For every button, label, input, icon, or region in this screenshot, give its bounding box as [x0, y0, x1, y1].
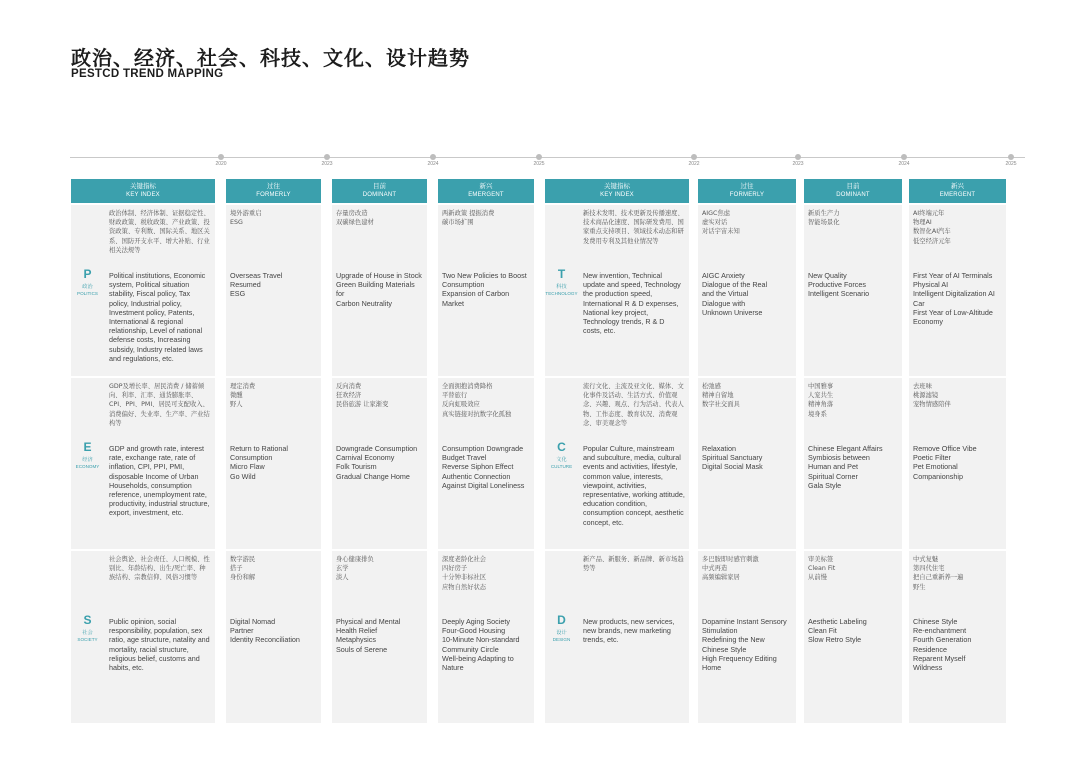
dimension-name-cn: 经济	[82, 457, 93, 463]
timeline-tick	[795, 154, 801, 160]
dimension-name-cn: 社会	[82, 630, 93, 636]
cell-text-cn: 反向消费 狂欢经济 民俗旅游 让家渐变	[336, 383, 389, 409]
timeline-tick	[691, 154, 697, 160]
cell-key	[579, 205, 689, 376]
cell-key	[579, 551, 689, 723]
dimension-name-cn: 科技	[556, 284, 567, 290]
cell-text-cn: 中式复魅 第四代住宅 把自己重新养一遍 野生	[913, 556, 964, 591]
timeline-tick	[536, 154, 542, 160]
cell-text-cn: 中国雅事 人宠共生 精神角落 境身系	[808, 383, 834, 418]
column-header-dominant	[332, 179, 427, 203]
timeline-year: 2024	[427, 161, 439, 167]
page-subtitle: PESTCD TREND MAPPING	[71, 68, 224, 80]
column-header-cn: 过往	[740, 182, 754, 190]
cell-text-cn: 审美标签 Clean Fit 从前慢	[808, 556, 836, 582]
cell-text-cn: 流行文化、主流及亚文化、媒体、文化事件及活动、生活方式、价值观念、兴趣、观点、行为活动、代表人物、工作态度、教育状况、消费观念、审美观念等	[583, 383, 684, 427]
cell-key	[105, 551, 215, 723]
column-header-cn: 关键指标	[604, 182, 630, 190]
cell-text-en: Consumption Downgrade Budget Travel Reverse Siphon Effect Authentic Connection Against Digital Loneliness	[442, 444, 525, 490]
cell-key	[579, 378, 689, 549]
column-header-cn: 目前	[846, 182, 860, 190]
cell-text-en: Return to Rational Consumption Micro Flaw Go Wild	[230, 444, 288, 481]
cell-dominant	[332, 378, 427, 549]
column-header-en: KEY INDEX	[126, 192, 160, 198]
cell-emergent	[438, 205, 534, 376]
column-header-cn: 目前	[373, 182, 386, 190]
timeline-tick	[1008, 154, 1014, 160]
page-title: 政治、经济、社会、科技、文化、设计趋势	[71, 46, 470, 70]
cell-text-cn: 去班味 桃源滤镜 宠物情感陪伴	[913, 383, 951, 409]
column-header-en: FORMERLY	[256, 192, 291, 198]
timeline-tick	[218, 154, 224, 160]
cell-formerly	[226, 378, 321, 549]
cell-text-en: Public opinion, social responsibility, population, sex ratio, age structure, natality and mortality, racial structure, religious belief, customs and habits, etc.	[109, 617, 210, 673]
cell-text-cn: 深度老龄化社会 四好房子 十分钟非标社区 应物自然好状态	[442, 556, 487, 591]
cell-text-en: Chinese Style Re-enchantment Fourth Generation Residence Reparent Myself Wildness	[913, 617, 972, 673]
cell-formerly	[698, 378, 796, 549]
cell-dominant	[332, 551, 427, 723]
column-header-formerly	[698, 179, 796, 203]
cell-text-en: Remove Office Vibe Poetic Filter Pet Emotional Companionship	[913, 444, 977, 481]
column-header-en: KEY INDEX	[600, 192, 634, 198]
cell-text-cn: 政治体制、经济体制、证据稳定性、财政政策、税收政策、产业政策、投资政策、专利数、国际关系、地区关系、国防开支水平、增大补贴、行业相关法规等	[109, 210, 210, 254]
cell-emergent	[909, 551, 1006, 723]
dimension-letter: E	[83, 440, 92, 454]
cell-dominant	[804, 205, 902, 376]
cell-text-en: First Year of AI Terminals Physical AI Intelligent Digitalization AI Car First Year of Low-Altitude Economy	[913, 271, 995, 327]
dimension-label	[545, 440, 578, 470]
cell-key	[105, 378, 215, 549]
cell-text-en: Relaxation Spiritual Sanctuary Digital Social Mask	[702, 444, 763, 472]
cell-dominant	[332, 205, 427, 376]
dimension-letter: T	[557, 267, 566, 281]
cell-text-cn: 新质生产力 智能场景化	[808, 210, 840, 227]
column-header-dominant	[804, 179, 902, 203]
column-header-en: FORMERLY	[729, 192, 765, 198]
cell-formerly	[698, 205, 796, 376]
dimension-name-en: POLITICS	[77, 291, 98, 296]
column-header-formerly	[226, 179, 321, 203]
cell-text-cn: 境外游重启 ESG	[230, 210, 262, 227]
dimension-label	[71, 267, 104, 297]
column-header-cn: 新兴	[479, 182, 493, 190]
cell-formerly	[698, 551, 796, 723]
timeline-tick	[430, 154, 436, 160]
cell-emergent	[909, 205, 1006, 376]
cell-text-en: Two New Policies to Boost Consumption Expansion of Carbon Market	[442, 271, 527, 308]
dimension-name-cn: 设计	[556, 630, 567, 636]
dimension-name-en: ECONOMY	[75, 464, 100, 469]
column-header-en: EMERGENT	[468, 192, 504, 198]
column-header-emergent	[438, 179, 534, 203]
dimension-label	[71, 440, 104, 470]
cell-emergent	[909, 378, 1006, 549]
timeline-tick	[324, 154, 330, 160]
cell-text-en: Political institutions, Economic system, Political situation stability, Fiscal policy, Tax policy, Industrial policy, Investment policy, Patents, International & regional relationship, Level of national defense costs, Increasing subsidy, Industry related laws and regulations, etc.	[109, 271, 206, 363]
cell-text-en: AIGC Anxiety Dialogue of the Real and the Virtual Dialogue with Unknown Universe	[702, 271, 768, 317]
cell-text-cn: 理定消费 微醺 野人	[230, 383, 256, 409]
cell-text-cn: AI终端元年 物理AI 数智化AI汽车 低空经济元年	[913, 210, 951, 245]
cell-text-en: New Quality Productive Forces Intelligent Scenario	[808, 271, 870, 299]
column-header-cn: 关键指标	[130, 182, 156, 190]
column-header-emergent	[909, 179, 1006, 203]
dimension-name-en: SOCIETY	[77, 637, 98, 642]
cell-text-cn: 松弛感 精神自留地 数字社交面具	[702, 383, 740, 409]
timeline-year: 2025	[1005, 161, 1017, 167]
cell-text-en: Chinese Elegant Affairs Symbiosis between Human and Pet Spiritual Corner Gala Style	[808, 444, 883, 490]
cell-text-en: Digital Nomad Partner Identity Reconciliation	[230, 617, 300, 645]
cell-text-en: New products, new services, new brands, new marketing trends, etc.	[583, 617, 675, 645]
timeline-year: 2025	[533, 161, 545, 167]
cell-text-en: Aesthetic Labeling Clean Fit Slow Retro Style	[808, 617, 867, 645]
dimension-name-en: CULTURE	[550, 464, 573, 469]
column-header-cn: 新兴	[951, 182, 964, 190]
cell-text-cn: AIGC焦虑 虚实对话 对话宇宙未知	[702, 210, 740, 236]
cell-text-cn: 社会舆论、社会责任、人口规模、性别比、年龄结构、出生/死亡率、种族结构、宗教信仰、风俗习惯等	[109, 556, 210, 582]
cell-dominant	[804, 378, 902, 549]
dimension-name-cn: 政治	[82, 284, 93, 290]
column-header-key-index	[545, 179, 689, 203]
cell-text-cn: 新技术发明、技术更新及传播速度、技术商品化速度、国际研发费用、国家重点支持项目、领域技术动态和研发费用专利及其他业情况等	[583, 210, 684, 245]
timeline-year: 2024	[898, 161, 910, 167]
timeline-axis	[70, 157, 1025, 158]
cell-formerly	[226, 205, 321, 376]
timeline-year: 2023	[321, 161, 333, 167]
cell-dominant	[804, 551, 902, 723]
dimension-label	[545, 613, 578, 643]
cell-text-en: Popular Culture, mainstream and subculture, media, cultural events and activities, lifestyle, common value, interests, viewpoint, activities, representative, working attitude, education condition, consumption concept, aesthetic concept, etc.	[583, 444, 685, 527]
column-header-en: DOMINANT	[362, 192, 397, 198]
cell-text-cn: 数字游民 搭子 身份和解	[230, 556, 256, 582]
dimension-label	[71, 613, 104, 643]
dimension-letter: S	[83, 613, 92, 627]
dimension-letter: C	[557, 440, 566, 454]
timeline-year: 2020	[215, 161, 227, 167]
column-header-en: EMERGENT	[939, 192, 976, 198]
cell-text-cn: 存量房改造 双碳绿色建材	[336, 210, 374, 227]
cell-emergent	[438, 378, 534, 549]
cell-key	[105, 205, 215, 376]
timeline-year: 2022	[688, 161, 700, 167]
cell-text-cn: 新产品、新服务、新品牌、新市场趋势等	[583, 556, 684, 573]
column-header-cn: 过往	[267, 182, 280, 190]
cell-text-cn: 全面拥抱消费降格 平替旅行 反向虹吸效应 真实链接对抗数字化孤独	[442, 383, 512, 418]
cell-text-en: Upgrade of House in Stock Green Building Materials for Carbon Neutrality	[336, 271, 422, 308]
dimension-label	[545, 267, 578, 297]
dimension-name-en: DESIGN	[552, 637, 571, 642]
timeline-year: 2023	[792, 161, 804, 167]
cell-text-en: Physical and Mental Health Relief Metaphysics Souls of Serene	[336, 617, 401, 654]
dimension-name-en: TECHNOLOGY	[545, 291, 578, 296]
cell-text-en: New invention, Technical update and speed, Technology the production speed, International R & D expenses, National key project, Technology trends, R & D costs, etc.	[583, 271, 681, 336]
cell-text-en: GDP and growth rate, interest rate, exchange rate, rate of inflation, CPI, PPI, PMI, disposable Income of Urban Households, consumption reference, unemployment rate, productivity, industrial structure, export, investment, etc.	[109, 444, 210, 518]
cell-text-cn: GDP及增长率、居民消费 / 储蓄倾向、利率、汇率、通货膨胀率、CPI、PPI、PMI、居民可支配收入、消费偏好、失业率、生产率、产业结构等	[109, 383, 210, 427]
cell-text-cn: 两新政策 提振消费 碳市场扩围	[442, 210, 495, 227]
cell-text-en: Deeply Aging Society Four-Good Housing 10-Minute Non-standard Community Circle Well-being Adapting to Nature	[442, 617, 520, 673]
cell-formerly	[226, 551, 321, 723]
cell-text-cn: 身心健康排负 玄学 淡人	[336, 556, 374, 582]
cell-text-en: Dopamine Instant Sensory Stimulation Redefining the New Chinese Style High Frequency Editing Home	[702, 617, 787, 673]
cell-text-cn: 多巴胺即时感官刺激 中式再造 高频编辑家居	[702, 556, 759, 582]
cell-text-en: Overseas Travel Resumed ESG	[230, 271, 283, 299]
column-header-key-index	[71, 179, 215, 203]
dimension-name-cn: 文化	[556, 457, 567, 463]
cell-emergent	[438, 551, 534, 723]
column-header-en: DOMINANT	[836, 192, 870, 198]
timeline-tick	[901, 154, 907, 160]
cell-text-en: Downgrade Consumption Carnival Economy Folk Tourism Gradual Change Home	[336, 444, 418, 481]
dimension-letter: P	[83, 267, 92, 281]
dimension-letter: D	[557, 613, 566, 627]
